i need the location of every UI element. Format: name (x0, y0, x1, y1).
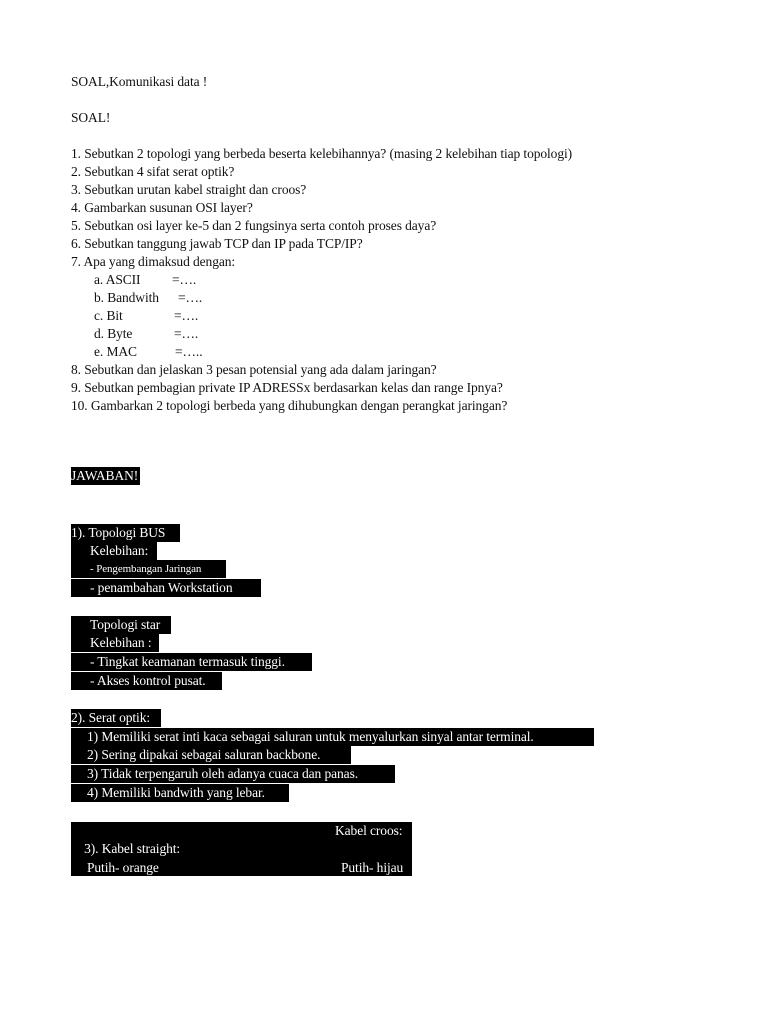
question-item: 9. Sebutkan pembagian private IP ADRESSx berdasarkan kelas dan range Ipnya? (71, 380, 503, 395)
answer-line: - Tingkat keamanan termasuk tinggi. (71, 653, 312, 671)
term-value: =…. (172, 272, 197, 287)
answer-line: 2). Serat optik: (71, 709, 161, 727)
answer-line: 4) Memiliki bandwith yang lebar. (71, 784, 289, 802)
kabel-croos-cell: Biru (339, 916, 363, 931)
question-item: 5. Sebutkan osi layer ke-5 dan 2 fungsinya serta contoh proses daya? (71, 218, 437, 233)
answer-line: Kelebihan : (71, 634, 159, 652)
term-label: e. MAC (94, 344, 137, 359)
kabel-straight-cell: Orange (87, 878, 127, 893)
question-item: 8. Sebutkan dan jelaskan 3 pesan potensial yang ada dalam jaringan? (71, 362, 437, 377)
kabel-straight-cell: Putih- orange (87, 860, 159, 875)
kabel-straight-cell: Biru (87, 916, 111, 931)
answer-line: - Pengembangan Jaringan (71, 560, 226, 578)
question-item: 10. Gambarkan 2 topologi berbeda yang dihubungkan dengan perangkat jaringan? (71, 398, 508, 413)
kabel-croos-cell: Putih- orange (341, 897, 413, 912)
question-item: 1. Sebutkan 2 topologi yang berbeda beserta kelebihannya? (masing 2 kelebihan tiap topologi) (71, 146, 573, 161)
question-item: 2. Sebutkan 4 sifat serat optik? (71, 164, 235, 179)
answer-line: Topologi star (71, 616, 171, 634)
term-value: =…. (174, 308, 199, 323)
kabel-croos-label: Kabel croos: (335, 823, 403, 838)
term-value: =….. (175, 344, 203, 359)
kabel-straight-cell: Putih- hijau (87, 897, 150, 912)
term-label: c. Bit (94, 308, 123, 323)
answer-line: Kelebihan: (71, 542, 157, 560)
question-item: 6. Sebutkan tanggung jawab TCP dan IP pada TCP/IP? (71, 236, 363, 251)
term-label: a. ASCII (94, 272, 141, 287)
term-value: =…. (174, 326, 199, 341)
jawaban-heading: JAWABAN! (71, 468, 139, 483)
kabel-straight-label: 3). Kabel straight: (84, 841, 181, 856)
question-item: 3. Sebutkan urutan kabel straight dan croos? (71, 182, 307, 197)
question-item: 7. Apa yang dimaksud dengan: (71, 254, 236, 269)
kabel-croos-cell: Hijau (341, 878, 371, 893)
kabel-croos-cell: Putih- hijau (341, 860, 404, 875)
answer-line: 2) Sering dipakai sebagai saluran backbone. (71, 746, 351, 764)
term-value: =…. (178, 290, 203, 305)
term-label: b. Bandwith (94, 290, 159, 305)
question-item: 4. Gambarkan susunan OSI layer? (71, 200, 253, 215)
answer-line: 3) Tidak terpengaruh oleh adanya cuaca dan panas. (71, 765, 395, 783)
answer-line: - penambahan Workstation (71, 579, 261, 597)
answer-line: 1). Topologi BUS (71, 524, 180, 542)
answer-line: 1) Memiliki serat inti kaca sebagai saluran untuk menyalurkan sinyal antar terminal. (71, 728, 594, 746)
term-label: d. Byte (94, 326, 133, 341)
doc-title: SOAL,Komunikasi data ! (71, 74, 208, 89)
answer-line: - Akses kontrol pusat. (71, 672, 222, 690)
soal-heading: SOAL! (71, 110, 111, 125)
